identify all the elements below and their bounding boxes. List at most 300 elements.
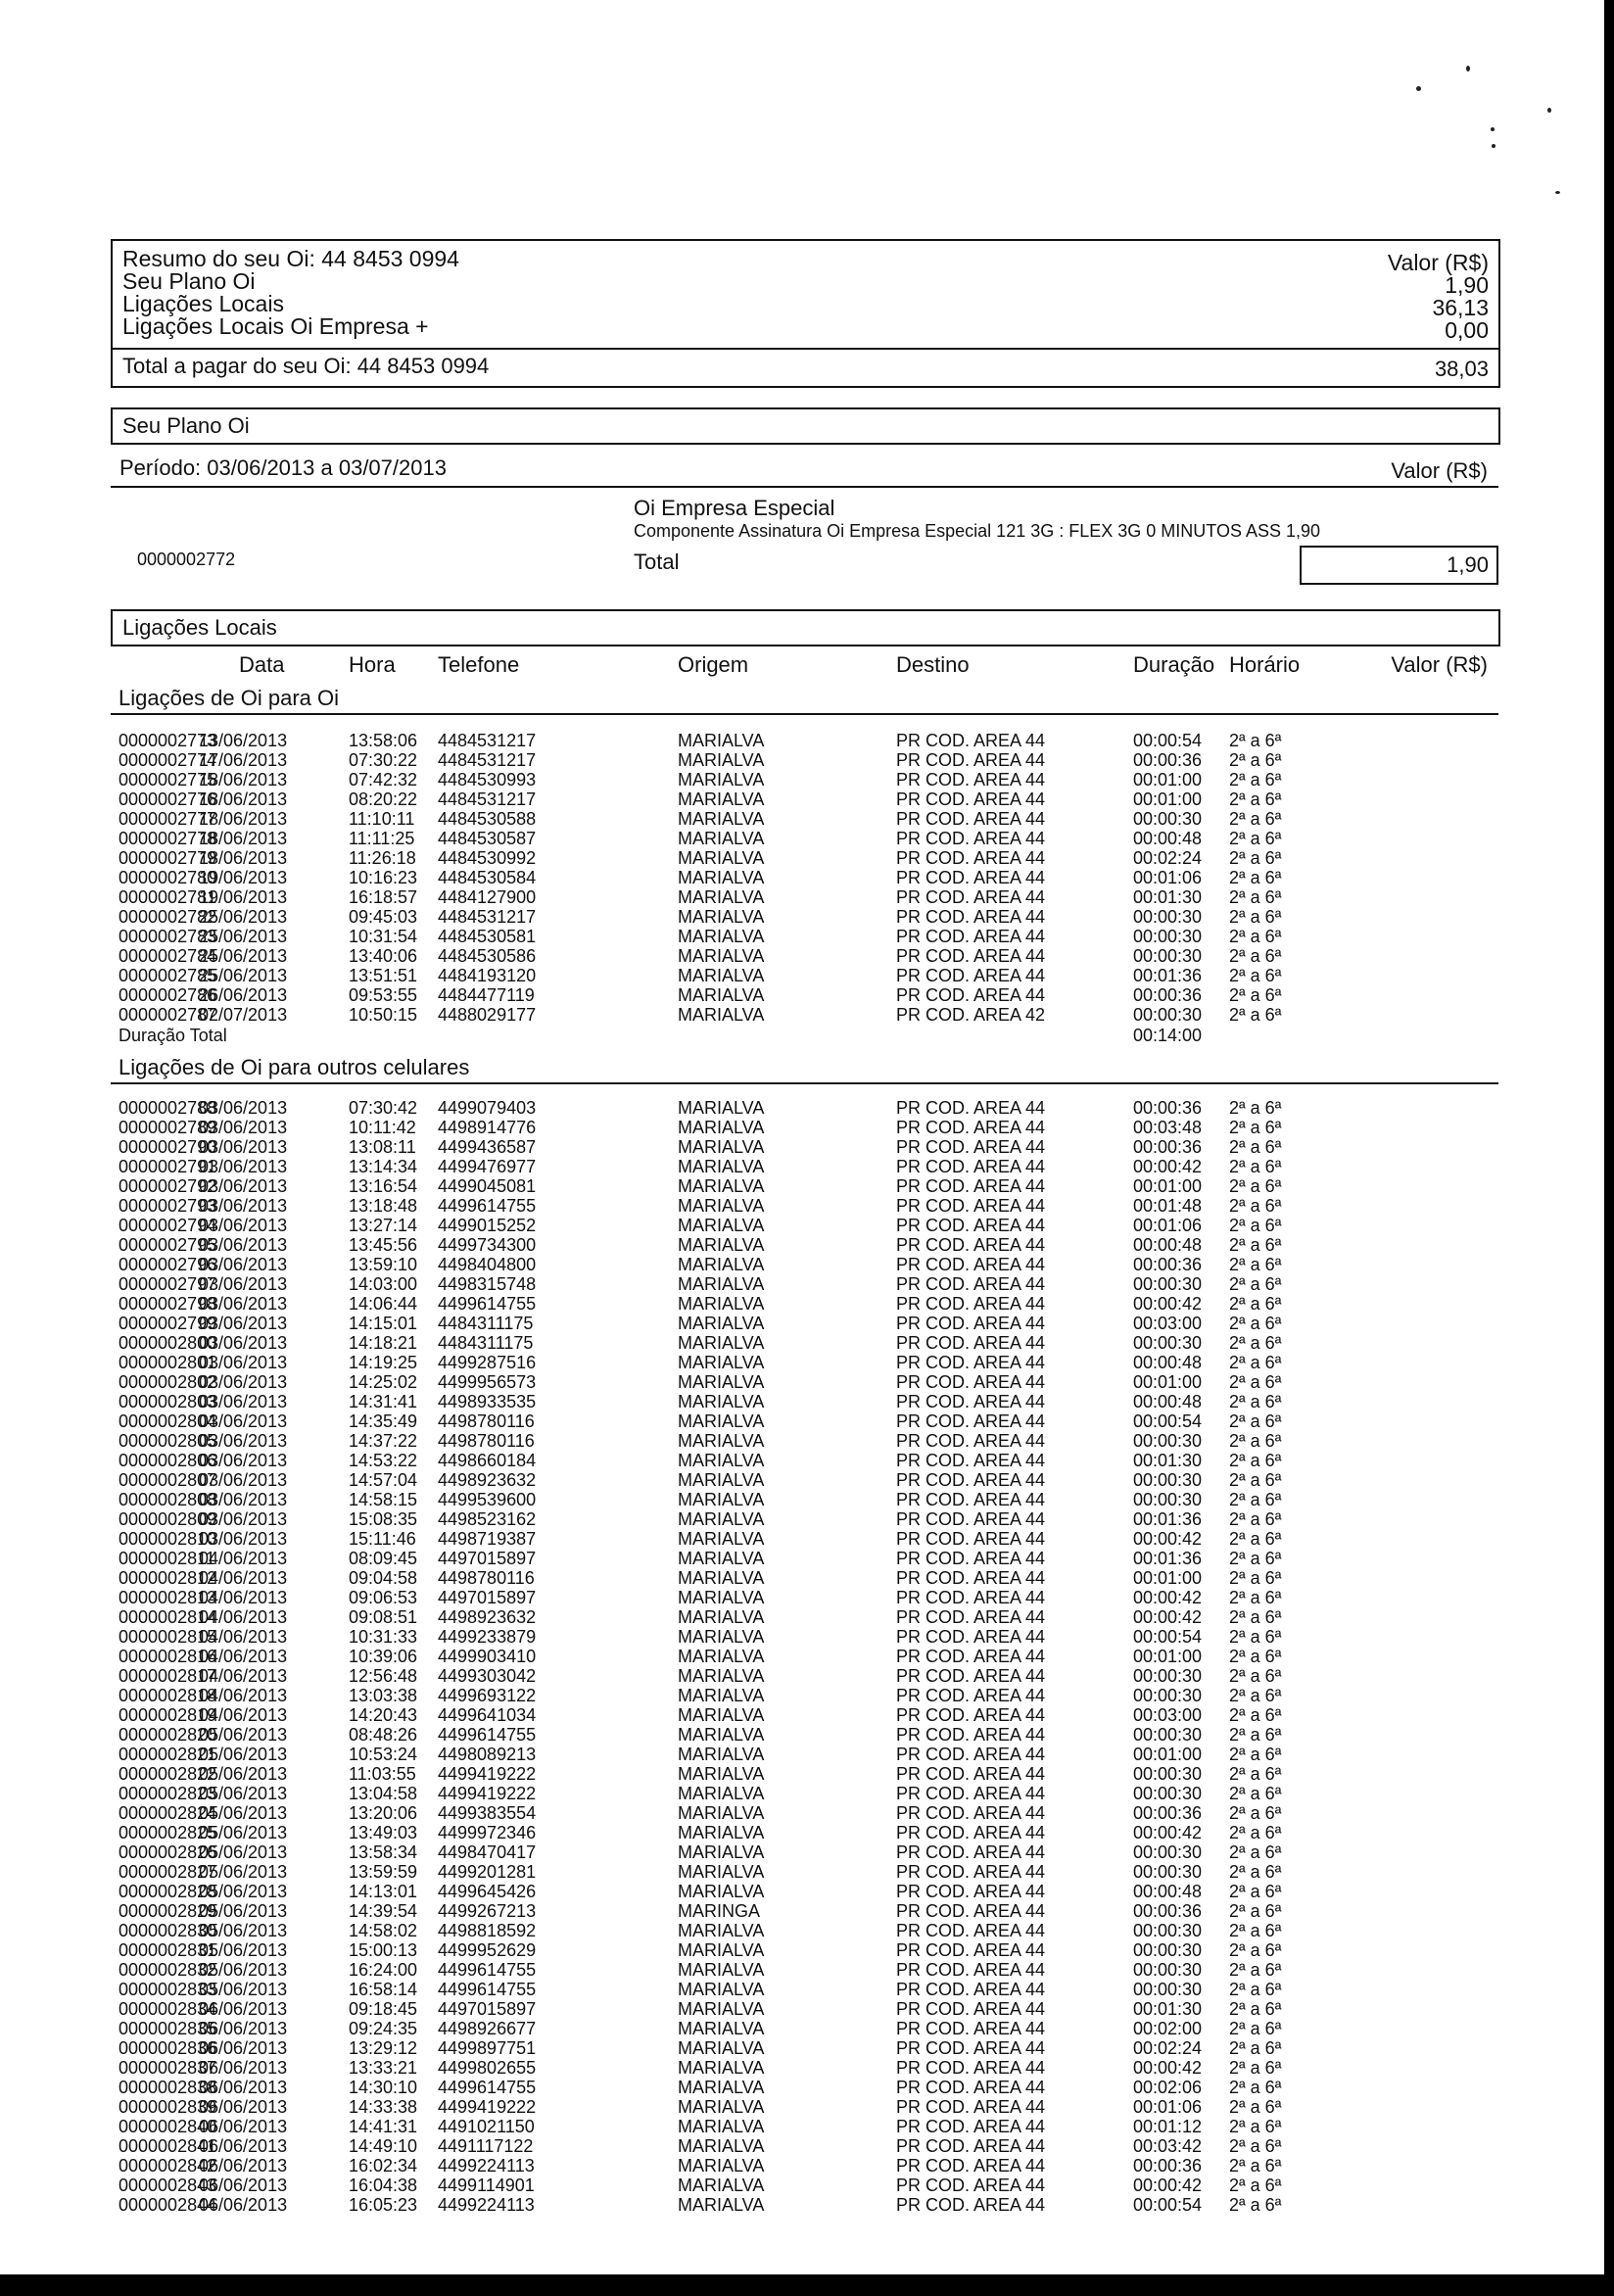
call-phone: 4498914776: [438, 1118, 537, 1137]
call-duration: 00:00:30: [1133, 927, 1203, 946]
call-phone: 4499614755: [438, 1980, 537, 1999]
call-date: 06/06/2013: [199, 2136, 288, 2156]
call-schedule: 2ª a 6ª: [1229, 1705, 1282, 1725]
call-origin: MARIALVA: [678, 2078, 765, 2097]
call-schedule: 2ª a 6ª: [1229, 1921, 1282, 1940]
call-destination: PR COD. AREA 44: [896, 1294, 1046, 1314]
call-duration: 00:00:30: [1133, 809, 1203, 829]
call-phone: 4499079403: [438, 1098, 537, 1118]
call-schedule: 2ª a 6ª: [1229, 2078, 1282, 2097]
summary-item-value: 0,00: [1445, 317, 1489, 343]
call-destination: PR COD. AREA 44: [896, 1157, 1046, 1176]
call-duration: 00:00:42: [1133, 1294, 1203, 1314]
call-date: 03/06/2013: [199, 1333, 288, 1353]
call-schedule: 2ª a 6ª: [1229, 2058, 1282, 2078]
call-schedule: 2ª a 6ª: [1229, 2156, 1282, 2176]
call-schedule: 2ª a 6ª: [1229, 1686, 1282, 1705]
call-duration: 00:00:30: [1133, 1862, 1203, 1882]
call-origin: MARIALVA: [678, 1216, 765, 1235]
scan-speck: [1416, 86, 1421, 91]
call-id: 0000002842: [119, 2156, 217, 2176]
call-id: 0000002840: [119, 2117, 217, 2136]
call-time: 14:06:44: [349, 1294, 418, 1314]
call-duration: 00:00:36: [1133, 1255, 1203, 1274]
call-date: 05/06/2013: [199, 1862, 288, 1882]
call-date: 06/06/2013: [199, 2078, 288, 2097]
call-destination: PR COD. AREA 44: [896, 1431, 1046, 1451]
call-duration: 00:00:36: [1133, 2156, 1203, 2176]
call-id: 0000002794: [119, 1216, 217, 1235]
call-schedule: 2ª a 6ª: [1229, 770, 1282, 789]
call-schedule: 2ª a 6ª: [1229, 1005, 1282, 1025]
call-destination: PR COD. AREA 44: [896, 1745, 1046, 1764]
call-id: 0000002817: [119, 1666, 217, 1686]
call-duration: 00:01:48: [1133, 1196, 1203, 1216]
call-destination: PR COD. AREA 44: [896, 1118, 1046, 1137]
call-date: 03/06/2013: [199, 1274, 288, 1294]
call-schedule: 2ª a 6ª: [1229, 1823, 1282, 1842]
call-date: 04/06/2013: [199, 1647, 288, 1666]
call-phone: 4498923632: [438, 1470, 537, 1490]
call-destination: PR COD. AREA 44: [896, 1235, 1046, 1255]
call-origin: MARIALVA: [678, 1999, 765, 2019]
call-phone: 4499015252: [438, 1216, 537, 1235]
call-time: 14:41:31: [349, 2117, 418, 2136]
call-schedule: 2ª a 6ª: [1229, 1549, 1282, 1568]
call-duration: 00:00:30: [1133, 946, 1203, 966]
call-destination: PR COD. AREA 44: [896, 2019, 1046, 2038]
call-time: 10:31:54: [349, 927, 418, 946]
call-duration: 00:01:00: [1133, 1745, 1203, 1764]
call-schedule: 2ª a 6ª: [1229, 1490, 1282, 1509]
call-origin: MARIALVA: [678, 2097, 765, 2117]
call-date: 19/06/2013: [199, 868, 288, 887]
call-phone: 4499224113: [438, 2156, 535, 2176]
call-origin: MARIALVA: [678, 2058, 765, 2078]
call-destination: PR COD. AREA 42: [896, 1005, 1046, 1025]
call-phone: 4499045081: [438, 1176, 537, 1196]
call-date: 06/06/2013: [199, 2176, 288, 2195]
call-date: 03/06/2013: [199, 1137, 288, 1157]
call-schedule: 2ª a 6ª: [1229, 1137, 1282, 1157]
call-time: 13:08:11: [349, 1137, 416, 1157]
call-destination: PR COD. AREA 44: [896, 1901, 1046, 1921]
call-schedule: 2ª a 6ª: [1229, 1666, 1282, 1686]
call-origin: MARIALVA: [678, 848, 765, 868]
call-schedule: 2ª a 6ª: [1229, 1392, 1282, 1411]
call-id: 0000002813: [119, 1588, 217, 1607]
call-id: 0000002809: [119, 1509, 217, 1529]
call-time: 14:49:10: [349, 2136, 418, 2156]
call-schedule: 2ª a 6ª: [1229, 2117, 1282, 2136]
call-origin: MARIALVA: [678, 829, 765, 848]
call-phone: 4499614755: [438, 1294, 537, 1314]
call-time: 14:57:04: [349, 1470, 418, 1490]
call-destination: PR COD. AREA 44: [896, 1274, 1046, 1294]
scan-speck: [1491, 127, 1495, 131]
call-time: 13:45:56: [349, 1235, 418, 1255]
call-phone: 4498780116: [438, 1568, 535, 1588]
call-schedule: 2ª a 6ª: [1229, 1235, 1282, 1255]
call-time: 13:59:59: [349, 1862, 418, 1882]
call-origin: MARIALVA: [678, 1823, 765, 1842]
call-phone: 4499614755: [438, 2078, 537, 2097]
call-phone: 4484193120: [438, 966, 537, 985]
call-duration: 00:02:00: [1133, 2019, 1203, 2038]
call-id: 0000002797: [119, 1274, 217, 1294]
call-id: 0000002843: [119, 2176, 217, 2195]
call-date: 03/06/2013: [199, 1470, 288, 1490]
call-time: 11:10:11: [349, 809, 415, 829]
call-id: 0000002839: [119, 2097, 217, 2117]
call-time: 14:18:21: [349, 1333, 418, 1353]
call-phone: 4484530584: [438, 868, 537, 887]
call-id: 0000002826: [119, 1842, 217, 1862]
scan-speck: [1555, 191, 1560, 194]
call-phone: 4499645426: [438, 1882, 537, 1901]
call-phone: 4499224113: [438, 2195, 535, 2215]
call-schedule: 2ª a 6ª: [1229, 2097, 1282, 2117]
call-duration: 00:00:30: [1133, 1764, 1203, 1784]
call-id: 0000002804: [119, 1411, 217, 1431]
call-phone: 4484530992: [438, 848, 537, 868]
col-header-hora: Hora: [349, 652, 396, 677]
call-duration: 00:00:54: [1133, 2195, 1203, 2215]
call-schedule: 2ª a 6ª: [1229, 1764, 1282, 1784]
call-schedule: 2ª a 6ª: [1229, 985, 1282, 1005]
call-date: 25/06/2013: [199, 966, 288, 985]
call-id: 0000002835: [119, 2019, 217, 2038]
call-id: 0000002787: [119, 1005, 217, 1025]
call-date: 06/06/2013: [199, 2117, 288, 2136]
call-date: 04/06/2013: [199, 1627, 288, 1647]
call-date: 25/06/2013: [199, 907, 288, 927]
call-id: 0000002779: [119, 848, 217, 868]
call-date: 25/06/2013: [199, 946, 288, 966]
call-time: 13:29:12: [349, 2038, 418, 2058]
call-id: 0000002823: [119, 1784, 217, 1803]
summary-total-value: 38,03: [1434, 357, 1489, 381]
call-time: 08:09:45: [349, 1549, 418, 1568]
call-date: 03/06/2013: [199, 1196, 288, 1216]
call-date: 03/06/2013: [199, 1118, 288, 1137]
call-date: 04/06/2013: [199, 1549, 288, 1568]
call-origin: MARIALVA: [678, 750, 765, 770]
call-time: 07:30:42: [349, 1098, 418, 1118]
call-phone: 4498780116: [438, 1411, 535, 1431]
call-duration: 00:00:30: [1133, 1470, 1203, 1490]
call-destination: PR COD. AREA 44: [896, 2176, 1046, 2195]
call-duration: 00:00:36: [1133, 1137, 1203, 1157]
call-id: 0000002802: [119, 1372, 217, 1392]
call-destination: PR COD. AREA 44: [896, 1314, 1046, 1333]
call-schedule: 2ª a 6ª: [1229, 1372, 1282, 1392]
call-origin: MARIALVA: [678, 1490, 765, 1509]
call-id: 0000002792: [119, 1176, 217, 1196]
call-duration: 00:03:42: [1133, 2136, 1203, 2156]
call-id: 0000002791: [119, 1157, 217, 1176]
call-destination: PR COD. AREA 44: [896, 1764, 1046, 1784]
call-schedule: 2ª a 6ª: [1229, 731, 1282, 750]
call-id: 0000002833: [119, 1980, 217, 1999]
call-schedule: 2ª a 6ª: [1229, 1901, 1282, 1921]
call-date: 03/06/2013: [199, 1098, 288, 1118]
call-schedule: 2ª a 6ª: [1229, 1353, 1282, 1372]
call-origin: MARIALVA: [678, 1882, 765, 1901]
call-origin: MARIALVA: [678, 1842, 765, 1862]
call-destination: PR COD. AREA 44: [896, 1647, 1046, 1666]
call-origin: MARIALVA: [678, 1647, 765, 1666]
call-phone: 4498933535: [438, 1392, 537, 1411]
call-destination: PR COD. AREA 44: [896, 1823, 1046, 1842]
call-date: 03/06/2013: [199, 1176, 288, 1196]
call-duration: 00:00:48: [1133, 1392, 1203, 1411]
call-id: 0000002822: [119, 1764, 217, 1784]
call-phone: 4499539600: [438, 1490, 537, 1509]
call-time: 11:03:55: [349, 1764, 416, 1784]
call-time: 14:53:22: [349, 1451, 418, 1470]
call-id: 0000002811: [119, 1549, 215, 1568]
call-duration: 00:00:36: [1133, 750, 1203, 770]
call-phone: 4499436587: [438, 1137, 537, 1157]
call-schedule: 2ª a 6ª: [1229, 1568, 1282, 1588]
call-destination: PR COD. AREA 44: [896, 789, 1046, 809]
call-destination: PR COD. AREA 44: [896, 1980, 1046, 1999]
call-origin: MARIALVA: [678, 731, 765, 750]
summary-item-value: 1,90: [1445, 272, 1489, 298]
call-schedule: 2ª a 6ª: [1229, 1529, 1282, 1549]
call-duration: 00:00:48: [1133, 1235, 1203, 1255]
call-id: 0000002800: [119, 1333, 217, 1353]
call-destination: PR COD. AREA 44: [896, 966, 1046, 985]
call-origin: MARIALVA: [678, 1940, 765, 1960]
call-origin: MARIALVA: [678, 1470, 765, 1490]
col-header-data: Data: [239, 652, 285, 677]
plan-total-box: [1300, 546, 1498, 585]
call-destination: PR COD. AREA 44: [896, 1862, 1046, 1882]
call-id: 0000002820: [119, 1725, 217, 1745]
call-date: 25/06/2013: [199, 927, 288, 946]
call-duration: 00:00:54: [1133, 1627, 1203, 1647]
call-time: 09:06:53: [349, 1588, 418, 1607]
call-destination: PR COD. AREA 44: [896, 750, 1046, 770]
call-duration: 00:01:12: [1133, 2117, 1203, 2136]
call-date: 03/06/2013: [199, 1451, 288, 1470]
call-time: 13:51:51: [349, 966, 418, 985]
call-schedule: 2ª a 6ª: [1229, 1176, 1282, 1196]
call-phone: 4484530587: [438, 829, 537, 848]
call-time: 14:03:00: [349, 1274, 418, 1294]
duration-total-value: 00:14:00: [1133, 1026, 1203, 1045]
call-duration: 00:00:30: [1133, 1980, 1203, 1999]
call-phone: 4499267213: [438, 1901, 537, 1921]
call-schedule: 2ª a 6ª: [1229, 1274, 1282, 1294]
call-origin: MARIALVA: [678, 1411, 765, 1431]
call-schedule: 2ª a 6ª: [1229, 946, 1282, 966]
call-date: 05/06/2013: [199, 1784, 288, 1803]
call-duration: 00:01:00: [1133, 789, 1203, 809]
call-date: 18/06/2013: [199, 789, 288, 809]
call-time: 13:58:34: [349, 1842, 418, 1862]
call-time: 14:35:49: [349, 1411, 418, 1431]
call-phone: 4498923632: [438, 1607, 537, 1627]
call-destination: PR COD. AREA 44: [896, 1607, 1046, 1627]
call-date: 03/06/2013: [199, 1353, 288, 1372]
call-date: 06/06/2013: [199, 2019, 288, 2038]
call-id: 0000002819: [119, 1705, 217, 1725]
call-date: 05/06/2013: [199, 1764, 288, 1784]
col-header-telefone: Telefone: [438, 652, 520, 677]
call-origin: MARIALVA: [678, 1568, 765, 1588]
call-date: 04/06/2013: [199, 1705, 288, 1725]
call-date: 03/06/2013: [199, 1392, 288, 1411]
call-time: 13:40:06: [349, 946, 418, 966]
call-phone: 4499114901: [438, 2176, 535, 2195]
call-schedule: 2ª a 6ª: [1229, 1940, 1282, 1960]
call-duration: 00:00:30: [1133, 1666, 1203, 1686]
call-origin: MARIALVA: [678, 1333, 765, 1353]
call-date: 06/06/2013: [199, 2097, 288, 2117]
call-phone: 4499903410: [438, 1647, 537, 1666]
call-id: 0000002805: [119, 1431, 217, 1451]
call-duration: 00:00:42: [1133, 1588, 1203, 1607]
call-duration: 00:01:36: [1133, 1509, 1203, 1529]
call-schedule: 2ª a 6ª: [1229, 2195, 1282, 2215]
call-origin: MARIALVA: [678, 1294, 765, 1314]
call-schedule: 2ª a 6ª: [1229, 848, 1282, 868]
call-phone: 4497015897: [438, 1999, 537, 2019]
call-id: 0000002832: [119, 1960, 217, 1980]
call-destination: PR COD. AREA 44: [896, 1842, 1046, 1862]
call-origin: MARIALVA: [678, 1607, 765, 1627]
call-time: 13:33:21: [349, 2058, 418, 2078]
call-origin: MARIALVA: [678, 1529, 765, 1549]
call-id: 0000002815: [119, 1627, 217, 1647]
call-date: 18/06/2013: [199, 848, 288, 868]
call-duration: 00:00:30: [1133, 907, 1203, 927]
call-date: 18/06/2013: [199, 809, 288, 829]
call-schedule: 2ª a 6ª: [1229, 1842, 1282, 1862]
call-destination: PR COD. AREA 44: [896, 2195, 1046, 2215]
call-phone: 4484477119: [438, 985, 535, 1005]
call-destination: PR COD. AREA 44: [896, 1529, 1046, 1549]
call-duration: 00:00:42: [1133, 1529, 1203, 1549]
call-schedule: 2ª a 6ª: [1229, 1098, 1282, 1118]
call-destination: PR COD. AREA 44: [896, 2097, 1046, 2117]
call-duration: 00:01:06: [1133, 868, 1203, 887]
call-date: 06/06/2013: [199, 2156, 288, 2176]
plan-period-rule: [111, 486, 1498, 488]
call-schedule: 2ª a 6ª: [1229, 1862, 1282, 1882]
call-origin: MARIALVA: [678, 2156, 765, 2176]
call-date: 03/06/2013: [199, 1509, 288, 1529]
call-duration: 00:00:30: [1133, 1960, 1203, 1980]
call-time: 10:16:23: [349, 868, 418, 887]
call-duration: 00:00:36: [1133, 1803, 1203, 1823]
plan-total-value: 1,90: [1447, 552, 1489, 577]
call-time: 14:37:22: [349, 1431, 418, 1451]
call-date: 02/07/2013: [199, 1005, 288, 1025]
call-destination: PR COD. AREA 44: [896, 1176, 1046, 1196]
call-duration: 00:02:06: [1133, 2078, 1203, 2097]
call-id: 0000002803: [119, 1392, 217, 1411]
call-duration: 00:00:30: [1133, 1784, 1203, 1803]
call-duration: 00:00:42: [1133, 2058, 1203, 2078]
call-id: 0000002782: [119, 907, 217, 927]
call-schedule: 2ª a 6ª: [1229, 1411, 1282, 1431]
call-time: 13:49:03: [349, 1823, 418, 1842]
call-time: 09:08:51: [349, 1607, 418, 1627]
summary-item-label: Ligações Locais Oi Empresa +: [122, 313, 429, 339]
call-date: 06/06/2013: [199, 2038, 288, 2058]
call-time: 13:58:06: [349, 731, 418, 750]
call-origin: MARIALVA: [678, 1372, 765, 1392]
call-schedule: 2ª a 6ª: [1229, 1196, 1282, 1216]
call-id: 0000002793: [119, 1196, 217, 1216]
call-schedule: 2ª a 6ª: [1229, 1314, 1282, 1333]
call-origin: MARIALVA: [678, 789, 765, 809]
call-destination: PR COD. AREA 44: [896, 809, 1046, 829]
call-schedule: 2ª a 6ª: [1229, 2136, 1282, 2156]
call-date: 05/06/2013: [199, 1803, 288, 1823]
call-phone: 4484311175: [438, 1314, 534, 1333]
call-origin: MARIALVA: [678, 1705, 765, 1725]
call-phone: 4499693122: [438, 1686, 537, 1705]
call-duration: 00:01:06: [1133, 2097, 1203, 2117]
call-origin: MARIALVA: [678, 2117, 765, 2136]
call-time: 10:53:24: [349, 1745, 418, 1764]
call-phone: 4499419222: [438, 1764, 537, 1784]
call-time: 10:39:06: [349, 1647, 418, 1666]
call-duration: 00:00:42: [1133, 1607, 1203, 1627]
call-id: 0000002776: [119, 789, 217, 809]
call-time: 14:39:54: [349, 1901, 418, 1921]
call-origin: MARIALVA: [678, 1509, 765, 1529]
group-title-rule: [111, 1082, 1498, 1084]
scan-speck: [1466, 66, 1470, 72]
call-duration: 00:03:00: [1133, 1705, 1203, 1725]
call-id: 0000002841: [119, 2136, 217, 2156]
summary-item-value: 36,13: [1432, 295, 1489, 320]
call-time: 16:18:57: [349, 887, 418, 907]
call-phone: 4499734300: [438, 1235, 537, 1255]
call-id: 0000002781: [119, 887, 217, 907]
call-origin: MARIALVA: [678, 1157, 765, 1176]
call-id: 0000002814: [119, 1607, 217, 1627]
call-date: 05/06/2013: [199, 1980, 288, 1999]
call-destination: PR COD. AREA 44: [896, 2136, 1046, 2156]
call-date: 03/06/2013: [199, 1235, 288, 1255]
call-schedule: 2ª a 6ª: [1229, 809, 1282, 829]
call-schedule: 2ª a 6ª: [1229, 1255, 1282, 1274]
call-date: 03/06/2013: [199, 1255, 288, 1274]
group-title-oi-para-oi: Ligações de Oi para Oi: [119, 686, 340, 710]
call-time: 14:30:10: [349, 2078, 418, 2097]
call-phone: 4484531217: [438, 789, 537, 809]
call-destination: PR COD. AREA 44: [896, 1411, 1046, 1431]
call-date: 17/06/2013: [199, 750, 288, 770]
call-id: 0000002806: [119, 1451, 217, 1470]
call-schedule: 2ª a 6ª: [1229, 1294, 1282, 1314]
call-duration: 00:00:48: [1133, 1882, 1203, 1901]
call-id: 0000002796: [119, 1255, 217, 1274]
call-schedule: 2ª a 6ª: [1229, 2038, 1282, 2058]
call-origin: MARIALVA: [678, 1862, 765, 1882]
call-date: 04/06/2013: [199, 1588, 288, 1607]
summary-item-label: Ligações Locais: [122, 291, 284, 316]
call-duration: 00:00:30: [1133, 1333, 1203, 1353]
call-time: 09:53:55: [349, 985, 418, 1005]
